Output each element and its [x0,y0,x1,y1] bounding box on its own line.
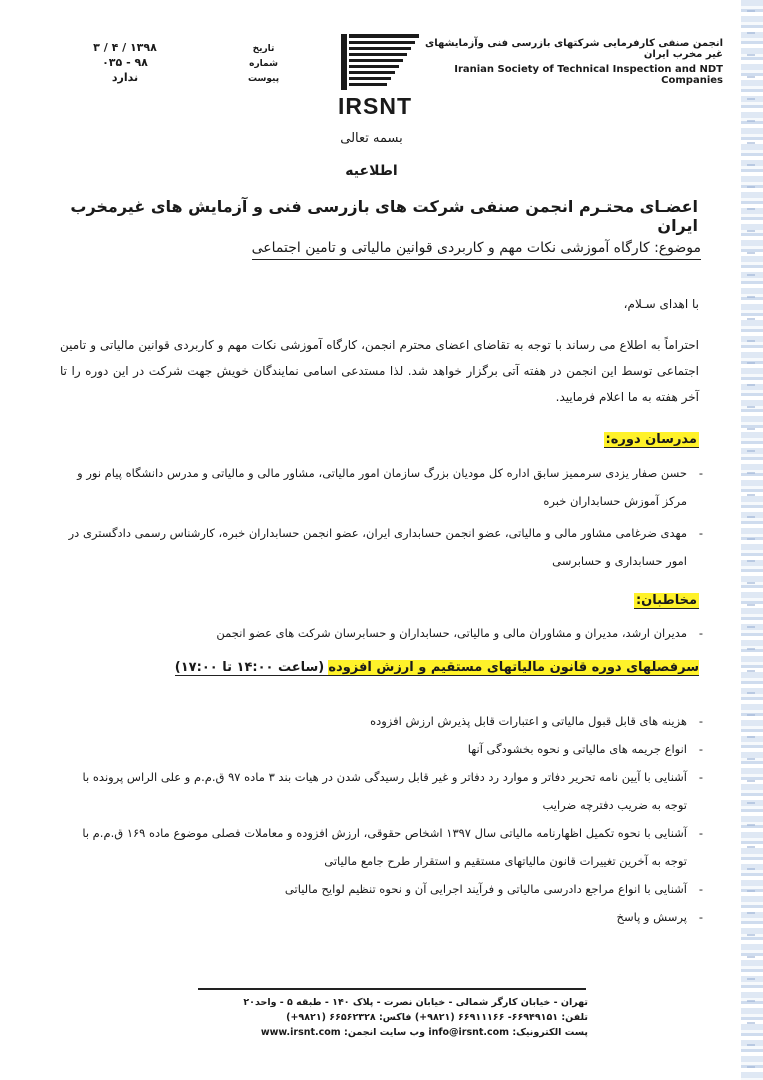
letter-meta-values [80,40,170,85]
audience-list [62,622,705,644]
irsnt-logo [320,30,430,120]
attachment-value: ندارد [111,71,139,84]
list-item: - مهدی ضرغامی مشاور مالی و مالیاتی، عضو انجمن حسابداری ایران، عضو انجمن حسابداران خبره، کارشناس رسمی دادگستری در امور حسابداری و حسابرسی [62,519,705,575]
syllabus-time: (ساعت ۱۴:۰۰ تا ۱۷:۰۰) [174,660,325,675]
syllabus-title: سرفصلهای دوره قانون مالیاتهای مستقیم و ارزش افزوده [328,660,699,675]
org-name-fa: انجمن صنفی کارفرمایی شرکتهای بازرسی فنی وآزمایشهای غیر مخرب ایران [425,38,723,60]
attachment-label: پیوست [248,74,280,84]
number-value: ۹۸ - ۰۳۵ [102,56,148,69]
logo-globe-icon [327,30,423,92]
footer-phone: تلفن: ۶۶۹۴۹۱۵۱- ۶۶۹۱۱۱۶۶ (۹۸۲۱+) فاکس: ۶۶۵۶۲۳۲۸ (۹۸۲۱+) [286,1012,588,1023]
teachers-heading: مدرسان دوره: [605,432,697,447]
notice-title: اطلاعیه [345,163,398,179]
footer-address: تهران - خیابان کارگر شمالی - خیابان نصرت - پلاک ۱۴۰ - طبقه ۵ - واحد۲۰ [243,997,588,1008]
date-label: تاریخ [252,44,275,54]
logo-text: IRSNT [338,93,412,119]
list-item: - هزینه های قابل قبول مالیاتی و اعتبارات قابل پذیرش ارزش افزوده [62,707,705,735]
greeting: با اهدای سـلام، [623,297,699,311]
list-item: - آشنایی با نحوه تکمیل اظهارنامه مالیاتی سال ۱۳۹۷ اشخاص حقوقی، ارزش افزوده و معاملات فصلی موضوع ماده ۱۶۹ ق.م.م با توجه به آخرین تغییرات قانون مالیاتهای مستقیم و استقرار طرح جامع مالیاتی [62,819,705,875]
footer-contact: پست الکترونیک: info@irsnt.com وب سایت انجمن: www.irsnt.com [260,1027,588,1038]
list-item: - مدیران ارشد، مدیران و مشاوران مالی و مالیاتی، حسابداران و حسابرسان شرکت های عضو انجمن [62,622,705,644]
org-name-en: Iranian Society of Technical Inspection and NDT Companies [454,64,723,86]
number-label: شماره [249,59,278,69]
list-item: - انواع جریمه های مالیاتی و نحوه بخشودگی آنها [62,735,705,763]
letter-meta-labels [248,42,279,87]
list-item: - حسن صفار یزدی سرممیز سابق اداره کل مودیان بزرگ سازمان امور مالیاتی، مشاور مالی و مالیاتی و مدرس دانشگاه پیام نور و مرکز آموزش حسابداران خبره [62,459,705,515]
members-title: اعضـای محتـرم انجمن صنفی شرکت های بازرسی فنی و آزمایش های غیرمخرب ایران [70,197,698,235]
teachers-list [62,459,705,579]
basmala: بسمه تعالی [340,131,403,146]
syllabus-heading [175,660,699,676]
footer-divider [198,988,586,990]
list-item: - آشنایی با انواع مراجع دادرسی مالیاتی و فرآیند اجرایی آن و نحوه تنظیم لوایح مالیاتی [62,875,705,903]
subject-line: موضوع: کارگاه آموزشی نکات مهم و کاربردی قوانین مالیاتی و تامین اجتماعی [252,240,701,260]
date-value: ۱۳۹۸ / ۴ / ۳ [93,41,157,54]
list-item: - پرسش و پاسخ [62,903,705,931]
syllabus-list [62,707,705,931]
body-paragraph: احتراماً به اطلاع می رساند با توجه به تقاضای اعضای محترم انجمن، کارگاه آموزشی نکات مهم و کاربردی قوانین مالیاتی و تامین اجتماعی توسط این انجمن در هفته آتی برگزار خواهد شد. لذا مستدعی اسامی نمایندگان خویش جهت شرکت در این دوره را تا آخر هفته به ما اعلام فرمایید. [60,338,699,404]
audience-heading: مخاطبان: [635,593,697,608]
list-item: - آشنایی با آیین نامه تحریر دفاتر و موارد رد دفاتر و غیر قابل رسیدگی شدن در هیات بند ۳ ماده ۹۷ ق.م.م و علی الراس پرونده با توجه به ضریب دفترچه ضرایب [62,763,705,819]
decorative-border [741,0,763,1080]
org-header [423,38,723,86]
footer [188,995,588,1040]
